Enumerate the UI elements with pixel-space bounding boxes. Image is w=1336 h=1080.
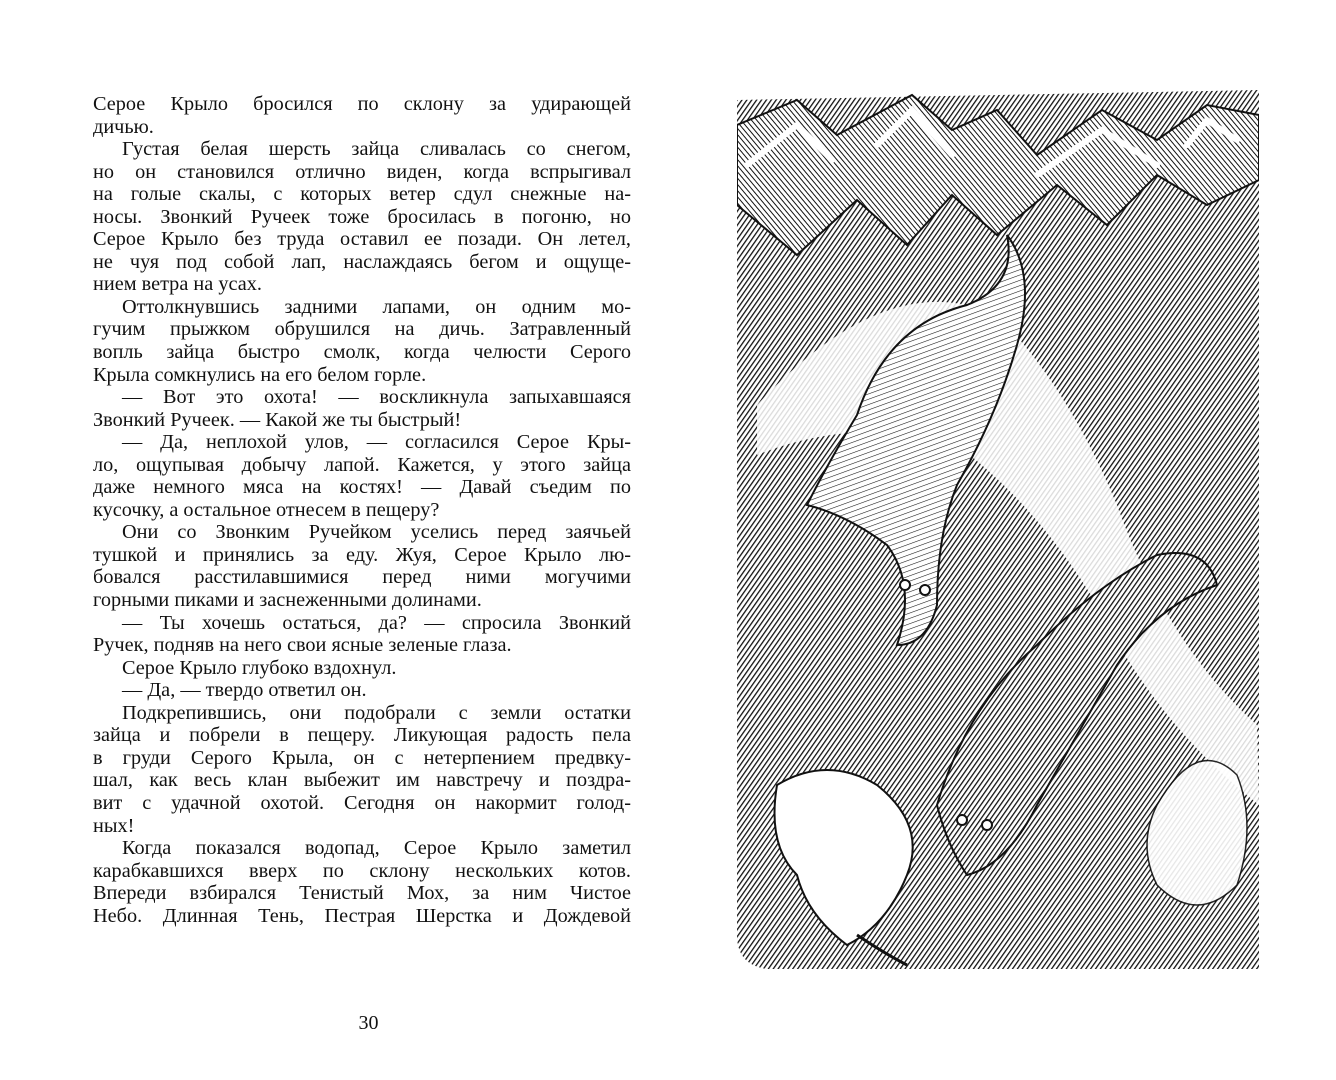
text-line: ных! [93, 814, 135, 837]
text-line: нием ветра на усах. [93, 273, 262, 296]
text-line: кусочку, а остальное отнесем в пещеру? [93, 498, 440, 521]
text-line: даже немного мяса на костях! — Давай съедим по [93, 476, 631, 499]
text-line: на голые скалы, с которых ветер сдул снежные на- [93, 183, 631, 206]
cat2-eye-right [982, 820, 992, 830]
text-line: Звонкий Ручеек. — Какой же ты быстрый! [93, 408, 462, 431]
page-number: 30 [358, 1012, 379, 1034]
text-line: гучим прыжком обрушился на дичь. Затравленный [93, 318, 631, 341]
cat2-eye-left [957, 815, 967, 825]
text-line: в груди Серого Крыла, он с нетерпением предвку- [93, 746, 631, 769]
text-line: горными пиками и заснеженными долинами. [93, 589, 482, 612]
text-line: Серое Крыло без труда оставил ее позади. Он летел, [93, 228, 631, 251]
cat-eye-left [900, 580, 910, 590]
text-line: вит с удачной охотой. Сегодня он накормит голод- [93, 791, 631, 814]
text-line: — Вот это охота! — воскликнула запыхавшаяся [122, 386, 631, 409]
text-line: карабкавшихся вверх по склону нескольких котов. [93, 859, 631, 882]
text-line: Ручек, подняв на него свои ясные зеленые глаза. [93, 634, 512, 657]
text-line: тушкой и принялись за еду. Жуя, Серое Крыло лю- [93, 543, 631, 566]
text-line: — Ты хочешь остаться, да? — спросила Звонкий [122, 611, 631, 634]
text-line: шал, как весь клан выбежит им навстречу и поздра- [93, 769, 631, 792]
text-line: Крыла сомкнулись на его белом горле. [93, 363, 427, 386]
text-line: Серое Крыло бросился по склону за удирающей [93, 93, 631, 115]
text-line: Густая белая шерсть зайца сливалась со снегом, [122, 138, 631, 161]
text-line: дичью. [93, 115, 154, 138]
text-line: Небо. Длинная Тень, Пестрая Шерстка и Дождевой [93, 904, 631, 927]
text-line: ло, ощупывая добычу лапой. Кажется, у этого зайца [93, 453, 631, 476]
text-line: зайца и побрели в пещеру. Ликующая радость пела [93, 724, 631, 747]
illustration-drawing [737, 85, 1259, 969]
illustration [737, 85, 1259, 969]
text-line: Они со Звонким Ручейком уселись перед заячьей [122, 521, 631, 544]
body-text [93, 93, 631, 927]
text-line: Когда показался водопад, Серое Крыло заметил [122, 837, 631, 860]
text-line: но он становился отлично виден, когда вспрыгивал [93, 160, 631, 183]
text-line: Оттолкнувшись задними лапами, он одним мо- [122, 295, 631, 318]
text-line: Впереди взбирался Тенистый Мох, за ним Чистое [93, 882, 631, 905]
text-line: не чуя под собой лап, наслаждаясь бегом и ощуще- [93, 250, 631, 273]
text-line: Серое Крыло глубоко вздохнул. [122, 656, 397, 679]
cat-eye-right [920, 585, 930, 595]
text-line: вопль зайца быстро смолк, когда челюсти Серого [93, 341, 631, 364]
text-line: Подкрепившись, они подобрали с земли остатки [122, 701, 631, 724]
text-line: бовался расстилавшимися перед ними могучими [93, 566, 631, 589]
text-line: носы. Звонкий Ручеек тоже бросилась в погоню, но [93, 205, 631, 228]
text-line: — Да, неплохой улов, — согласился Серое Кры- [122, 431, 631, 454]
text-line: — Да, — твердо ответил он. [122, 679, 367, 702]
